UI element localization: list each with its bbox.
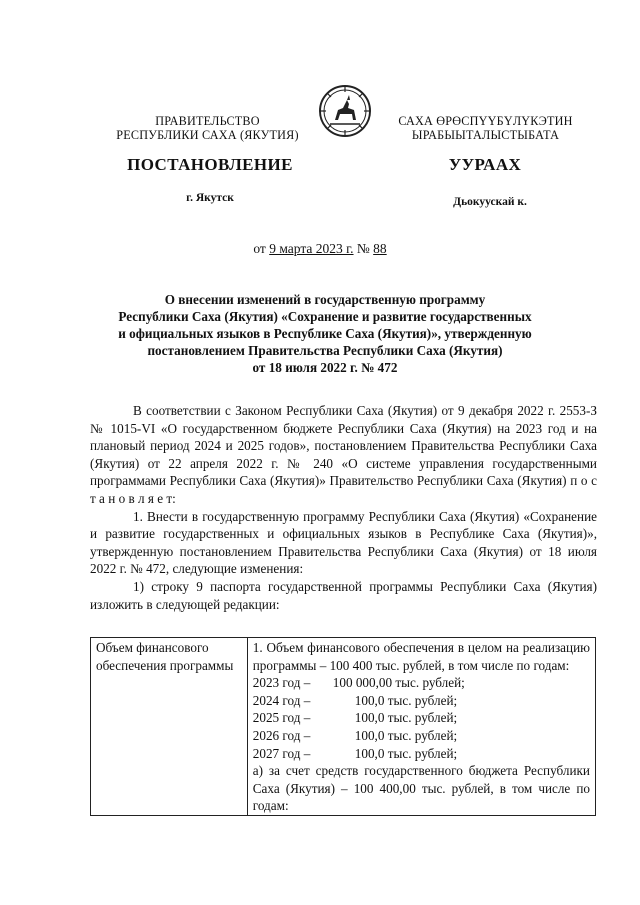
year-label: 2027 год – [252, 745, 311, 761]
title-line-3: и официальных языков в Республике Саха (Якутия)», утвержденную [118, 326, 532, 341]
coat-of-arms-emblem [318, 84, 372, 138]
financing-intro: 1. Объем финансового обеспечения в целом на реализацию программы – 100 400 тыс. рублей, в том числе по годам: [252, 640, 590, 673]
government-name-ru [100, 114, 315, 142]
year-amount: 100 000,00 тыс. рублей; [332, 675, 465, 691]
government-line-2: РЕСПУБЛИКИ САХА (ЯКУТИЯ) [116, 128, 299, 142]
year-row [253, 745, 590, 763]
year-row [253, 727, 590, 745]
table-right-cell [247, 638, 595, 816]
financing-table [90, 637, 596, 816]
document-body [90, 402, 597, 613]
body-paragraph-1: В соответствии с Законом Республики Саха (Якутия) от 9 декабря 2022 г. 2553-З № 1015-VI «О государственном бюджете Республики Саха (Якутия) на 2023 год и на плановый период 2024 и 2025 годов», постановлением Правительства Республики Саха (Якутия) от 22 апреля 2022 г. № 240 «О системе управления государственными программами Республики Саха (Якутия)» Правительство Республики Саха (Якутия) п о с т а н о в л я е т: [90, 403, 597, 506]
year-row [253, 709, 590, 727]
year-label: 2023 год – [252, 675, 311, 691]
date-prefix: от [253, 241, 266, 256]
city-ru: г. Якутск [186, 192, 234, 204]
title-line-2: Республики Саха (Якутия) «Сохранение и развитие государственных [118, 309, 532, 324]
document-title [90, 291, 560, 376]
body-paragraph-3: 1) строку 9 паспорта государственной программы Республики Саха (Якутия) изложить в следующей редакции: [90, 578, 597, 612]
document-date: 9 марта 2023 г. [269, 241, 354, 256]
document-number: 88 [373, 241, 387, 256]
government-sakha-line-2: ЫРАБЫЫТАЛЫСТЫБАТА [411, 128, 560, 142]
government-line-1: ПРАВИТЕЛЬСТВО [155, 114, 260, 128]
government-name-sakha [378, 114, 593, 142]
year-label: 2025 год – [252, 710, 311, 726]
city-sakha: Дьокуускай к. [453, 196, 527, 208]
body-paragraph-2: 1. Внести в государственную программу Республики Саха (Якутия) «Сохранение и развитие государственных и официальных языков в Республике Саха (Якутия)», утвержденную постановлением Правительства Республики Саха (Якутия) от 18 июля 2022 г. № 472, следующие изменения: [90, 508, 597, 577]
year-row [253, 674, 590, 692]
table-left-cell: Объем финансового обеспечения программы [91, 638, 248, 816]
doc-type-ru: ПОСТАНОВЛЕНИЕ [127, 155, 293, 174]
financing-subitem-a: а) за счет средств государственного бюджета Республики Саха (Якутия) – 100 400,00 тыс. рублей, в том числе по годам: [252, 763, 590, 814]
title-line-5: от 18 июля 2022 г. № 472 [252, 360, 398, 375]
title-line-1: О внесении изменений в государственную программу [164, 292, 486, 307]
government-sakha-line-1: САХА ӨРӨСПҮҮБҮЛҮКЭТИН [398, 114, 573, 128]
date-line [0, 241, 640, 257]
year-amount: 100,0 тыс. рублей; [354, 745, 458, 761]
table-row [91, 638, 596, 816]
year-amount: 100,0 тыс. рублей; [354, 727, 458, 743]
title-line-4: постановлением Правительства Республики Саха (Якутия) [147, 343, 503, 358]
year-label: 2026 год – [252, 727, 311, 743]
year-row [253, 692, 590, 710]
year-amount: 100,0 тыс. рублей; [354, 692, 458, 708]
year-label: 2024 год – [252, 692, 311, 708]
doc-type-sakha: УУРААХ [448, 155, 522, 174]
number-sign: № [356, 241, 370, 256]
year-amount: 100,0 тыс. рублей; [354, 710, 458, 726]
